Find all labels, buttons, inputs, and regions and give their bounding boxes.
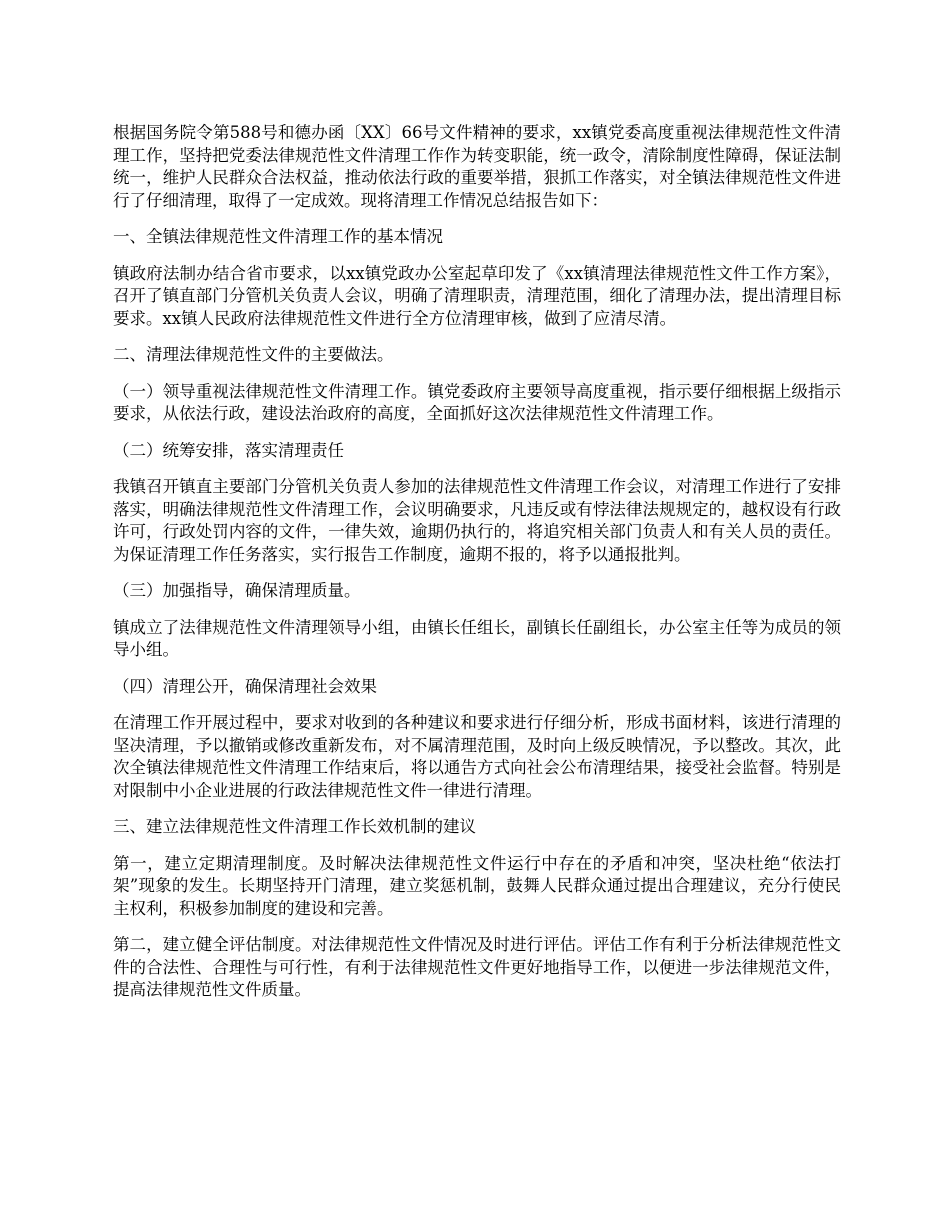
intro-paragraph: 根据国务院令第588号和德办函〔XX〕66号文件精神的要求，xx镇党委高度重视法律规范性文件清理工作，坚持把党委法律规范性文件清理工作作为转变职能，统一政令，清除制度性障碍，保证法制统一，维护人民群众合法权益，推动依法行政的重要举措，狠抓工作落实，对全镇法律规范性文件进行了仔细清理，取得了一定成效。现将清理工作情况总结报告如下： xyxy=(113,123,841,210)
section-1-paragraph: 镇政府法制办结合省市要求，以xx镇党政办公室起草印发了《xx镇清理法律规范性文件工作方案》，召开了镇直部门分管机关负责人会议，明确了清理职责，清理范围，细化了清理办法，提出清理目标要求。xx镇人民政府法律规范性文件进行全方位清理审核，做到了应清尽清。 xyxy=(113,263,841,328)
section-heading-2: 二、清理法律规范性文件的主要做法。 xyxy=(113,345,394,364)
document-body xyxy=(113,122,841,1016)
suggestion-1-paragraph: 第一，建立定期清理制度。及时解决法律规范性文件运行中存在的矛盾和冲突，坚决杜绝“依法打架”现象的发生。长期坚持开门清理，建立奖惩机制，鼓舞人民群众通过提出合理建议，充分行使民主权利，积极参加制度的建设和完善。 xyxy=(113,853,841,918)
section-heading-3: 三、建立法律规范性文件清理工作长效机制的建议 xyxy=(113,817,476,836)
subsection-4-paragraph: 在清理工作开展过程中，要求对收到的各种建议和要求进行仔细分析，形成书面材料，该进行清理的坚决清理，予以撤销或修改重新发布，对不属清理范围，及时向上级反映情况，予以整改。其次，此次全镇法律规范性文件清理工作结束后，将以通告方式向社会公布清理结果，接受社会监督。特别是对限制中小企业进展的行政法律规范性文件一律进行清理。 xyxy=(113,713,841,800)
subsection-heading-3: （三）加强指导，确保清理质量。 xyxy=(113,581,361,600)
subsection-2-paragraph: 我镇召开镇直主要部门分管机关负责人参加的法律规范性文件清理工作会议，对清理工作进行了安排落实，明确法律规范性文件清理工作，会议明确要求，凡违反或有悖法律法规规定的，越权设有行政许可，行政处罚内容的文件，一律失效，逾期仍执行的，将追究相关部门负责人和有关人员的责任。为保证清理工作任务落实，实行报告工作制度，逾期不报的，将予以通报批判。 xyxy=(113,477,841,564)
suggestion-2-paragraph: 第二，建立健全评估制度。对法律规范性文件情况及时进行评估。评估工作有利于分析法律规范性文件的合法性、合理性与可行性，有利于法律规范性文件更好地指导工作，以便进一步法律规范文件，提高法律规范性文件质量。 xyxy=(113,935,841,999)
subsection-1-paragraph: （一）领导重视法律规范性文件清理工作。镇党委政府主要领导高度重视，指示要仔细根据上级指示要求，从依法行政，建设法治政府的高度，全面抓好这次法律规范性文件清理工作。 xyxy=(113,381,841,423)
section-heading-1: 一、全镇法律规范性文件清理工作的基本情况 xyxy=(113,227,443,246)
subsection-heading-4: （四）清理公开，确保清理社会效果 xyxy=(113,676,377,696)
subsection-3-paragraph: 镇成立了法律规范性文件清理领导小组，由镇长任组长，副镇长任副组长，办公室主任等为成员的领导小组。 xyxy=(113,617,841,659)
subsection-heading-2: （二）统筹安排，落实清理责任 xyxy=(113,440,344,460)
